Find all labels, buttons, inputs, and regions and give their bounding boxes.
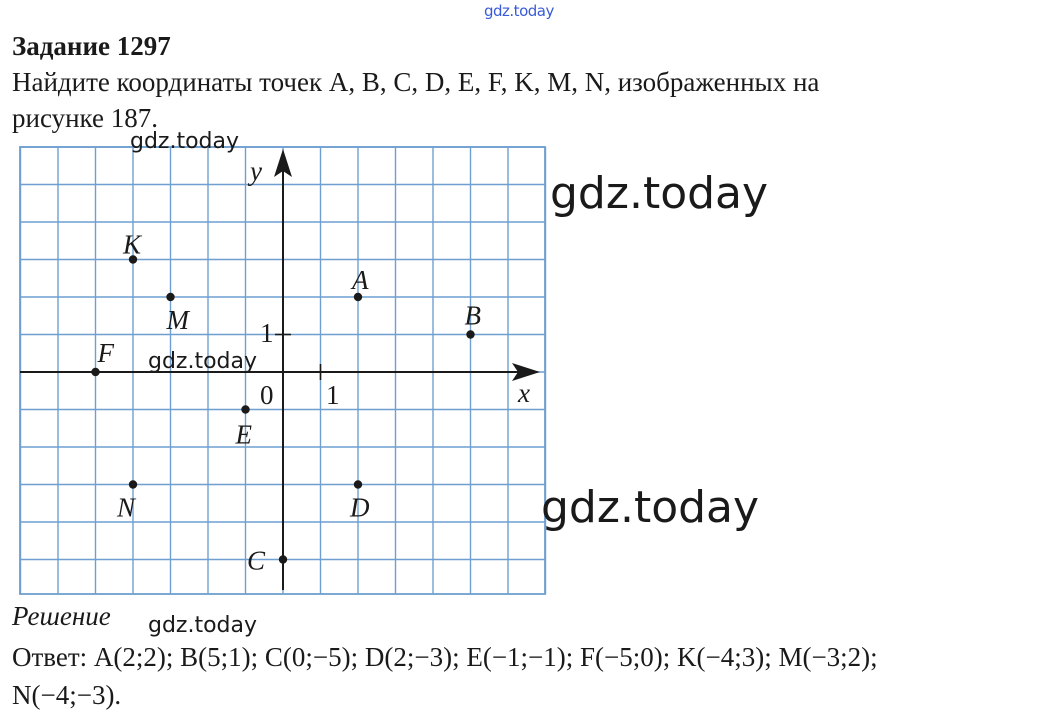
solution-label: Решение: [12, 601, 111, 631]
watermark: gdz.today: [541, 482, 760, 533]
task-text-line-1: Найдите координаты точек A, B, C, D, E, F, K, M, N, изображенных на: [12, 67, 820, 97]
x-axis-label: x: [518, 378, 530, 408]
point-d-dot: [354, 480, 362, 488]
point-f-label: F: [97, 338, 114, 368]
answer-line-1: Ответ: A(2;2); B(5;1); C(0;−5); D(2;−3); E(−1;−1); F(−5;0); K(−4;3); M(−3;2);: [12, 642, 878, 672]
point-m-label: M: [166, 305, 189, 335]
point-c-label: C: [247, 545, 266, 576]
answer: [12, 638, 1047, 714]
point-n-dot: [129, 480, 137, 488]
point-m-dot: [166, 293, 174, 301]
x-unit-label: 1: [326, 380, 340, 410]
watermark: gdz.today: [130, 129, 240, 154]
point-d-label: D: [350, 492, 370, 523]
point-n-label: N: [117, 492, 136, 523]
point-c-dot: [279, 555, 287, 563]
point-b-dot: [466, 330, 474, 338]
point-a-label: A: [352, 265, 369, 295]
task-title: Задание 1297: [12, 31, 171, 61]
points: [91, 230, 481, 576]
task-text-line-2: рисунке 187.: [12, 103, 158, 133]
answer-line-2: N(−4;−3).: [12, 680, 122, 710]
point-b-label: B: [464, 300, 481, 331]
point-k-label: K: [123, 229, 142, 260]
point-f-dot: [91, 368, 99, 376]
y-unit-label: 1: [260, 318, 274, 348]
origin-label: 0: [260, 380, 274, 410]
point-e-dot: [241, 405, 249, 413]
watermark-top: gdz.today: [484, 2, 554, 20]
watermark: gdz.today: [148, 613, 258, 638]
watermark: gdz.today: [550, 168, 769, 219]
watermark: gdz.today: [148, 349, 258, 374]
y-axis-label: y: [250, 156, 262, 186]
point-e-label: E: [235, 419, 252, 450]
